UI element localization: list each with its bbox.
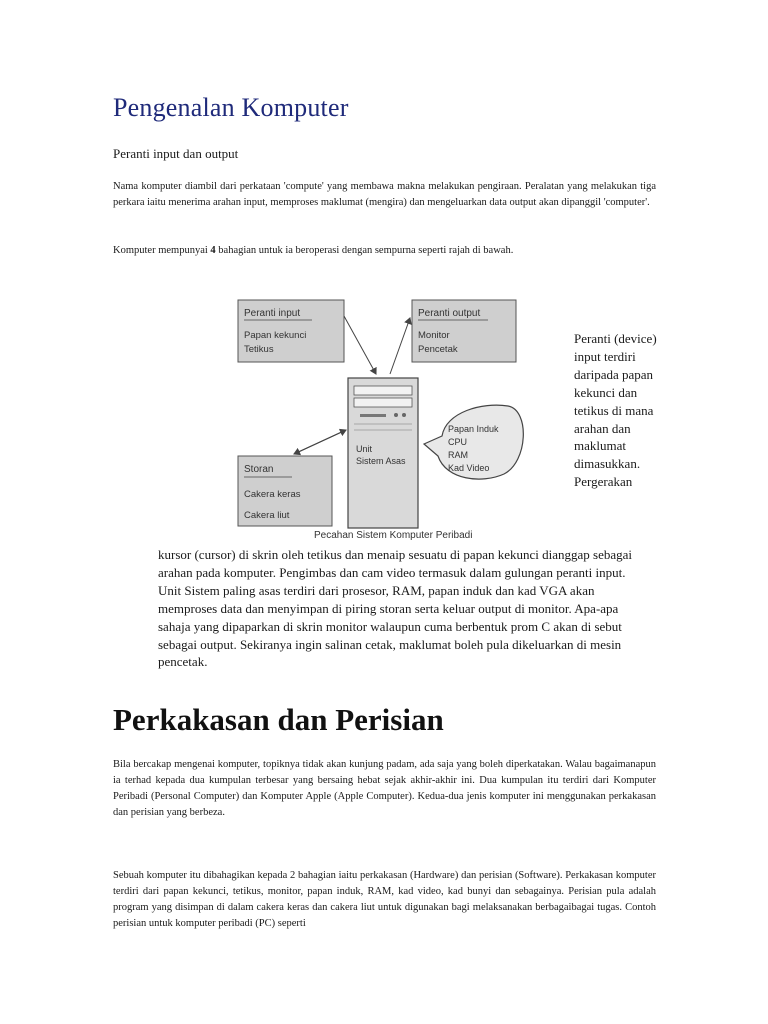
side-text: Peranti (device) input terdiri daripada papan kekunci dan tetikus di mana arahan dan maklumat dimasukkan. Pergerakan [574,331,657,490]
bubble-item-ram: RAM [448,450,468,460]
computer-system-diagram [232,294,572,544]
output-box-title: Peranti output [418,308,481,319]
hardware-software-paragraph: Sebuah komputer itu dibahagikan kepada 2 bahagian iaitu perkakasan (Hardware) dan perisian (Software). Perkakasan komputer terdiri dari papan kekunci, tetikus, monitor, papan induk, RAM, kad video, kad bunyi dan sebagainya. Perisian pula adalah program yang disimpan di dalam cakera keras dan cakera liut untuk digunakan bagi melaksanakan berbagaibagai tugas. Contoh perisian untuk komputer peribadi (PC) seperti [113,870,656,929]
components-bubble [424,405,523,479]
input-box-title: Peranti input [244,308,301,319]
output-item-printer: Pencetak [418,344,458,355]
parts-text-before: Komputer mempunyai [113,245,211,256]
storage-box-title: Storan [244,464,274,475]
figure-caption: Pecahan Sistem Komputer Peribadi [314,530,473,541]
storage-item-hdd: Cakera keras [244,489,301,500]
section-subtitle: Peranti input dan output [113,146,239,161]
storage-item-floppy: Cakera liut [244,510,290,521]
section-heading: Perkakasan dan Perisian [113,702,444,737]
output-item-monitor: Monitor [418,330,450,341]
page-title: Pengenalan Komputer [113,93,349,122]
pc-apple-paragraph: Bila bercakap mengenai komputer, topiknya tidak akan kunjung padam, ada saja yang boleh diperkatakan. Walau bagaimanapun ia terhad kepada dua kumpulan terbesar yang bersaing hebat sejak akhir-akhir ini. Dua kumpulan itu terdiri dari Komputer Peribadi (Personal Computer) dan Komputer Apple (Apple Computer). Kedua-dua jenis komputer ini menggunakan perkakasan dan perisian yang berbeza. [113,759,656,818]
bubble-item-cpu: CPU [448,437,468,447]
output-device-box [412,300,516,362]
unit-label-2: Sistem Asas [356,456,406,466]
parts-count: 4 [210,245,216,256]
continued-text: kursor (cursor) di skrin oleh tetikus dan menaip sesuatu di papan kekunci dianggap sebagai arahan pada komputer. Pengimbas dan cam video termasuk dalam gulungan peranti input. Unit Sistem paling asas terdiri dari prosesor, RAM, papan induk dan kad VGA akan memproses data dan menyimpan di piring storan serta keluar output di monitor. Apa-apa sahaja yang dipaparkan di skrin monitor walaupun cuma berbentuk prom C akan di sebut sebagai output. Sekiranya ingin salinan cetak, maklumat boleh pula dikeluarkan di mesin pencetak. [158,547,633,670]
bubble-item-video: Kad Video [448,463,490,473]
storage-box [238,456,332,526]
parts-text-after: bahagian untuk ia beroperasi dengan sempurna seperti rajah di bawah. [215,245,514,256]
intro-paragraph: Nama komputer diambil dari perkataan 'compute' yang membawa makna melakukan pengiraan. Peralatan yang melakukan tiga perkara iaitu menerima arahan input, memproses maklumat (mengira) dan mengeluarkan data output akan dipanggil 'computer'. [113,181,656,208]
system-unit-tower [348,378,418,528]
input-item-keyboard: Papan kekunci [244,330,307,341]
bubble-item-motherboard: Papan Induk [448,424,499,434]
input-item-mouse: Tetikus [244,344,274,355]
parts-paragraph [113,243,656,259]
input-device-box [238,300,344,362]
unit-label-1: Unit [356,444,373,454]
